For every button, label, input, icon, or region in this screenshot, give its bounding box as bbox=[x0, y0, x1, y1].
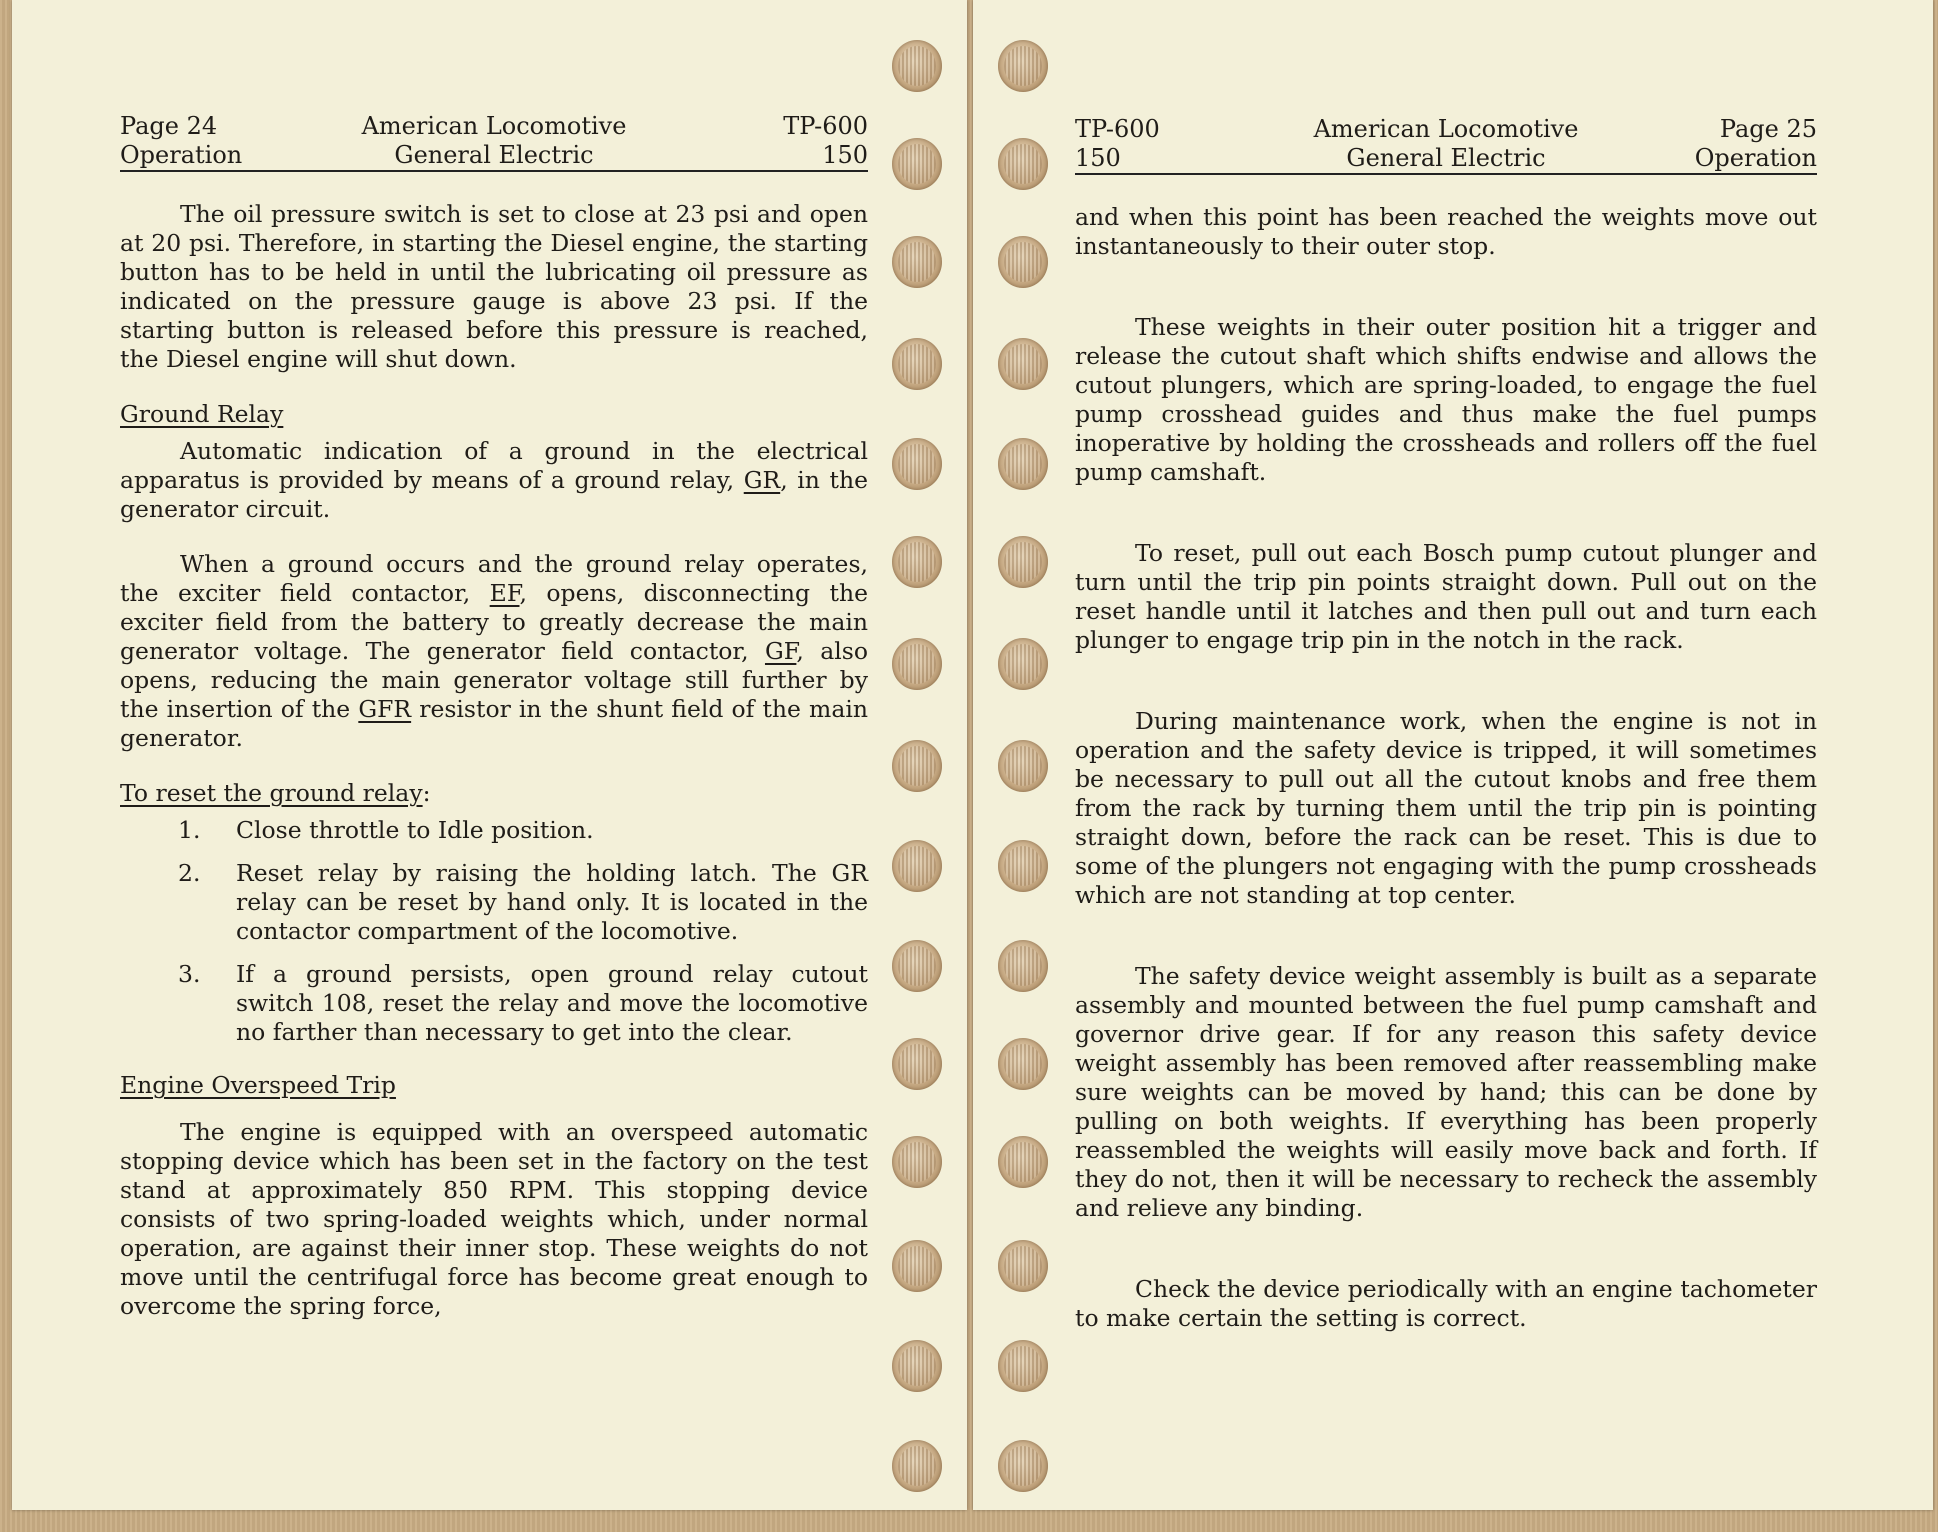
binding-hole bbox=[892, 338, 942, 390]
reset-steps-list bbox=[120, 816, 868, 1047]
company-line-2: General Electric bbox=[394, 141, 594, 169]
engine-overspeed-heading: Engine Overspeed Trip bbox=[120, 1071, 396, 1099]
ground-indication-paragraph: Automatic indication of a ground in the electrical apparatus is provided by means of a ground relay, GR, in the generator circuit. bbox=[120, 437, 868, 523]
reset-ground-relay-heading: To reset the ground relay: bbox=[120, 779, 431, 807]
assembly-paragraph: The safety device weight assembly is built as a separate assembly and mounted between the fuel pump camshaft and governor drive gear. If for any reason this safety device weight assembly has been removed after reassembling make sure weights can be moved by hand; this can be done by pulling on both weights. If everything has been properly reassembled the weights will easily move back and forth. If they do not, then it will be necessary to recheck the assembly and relieve any binding. bbox=[1075, 962, 1817, 1222]
reset-paragraph: To reset, pull out each Bosch pump cutout plunger and turn until the trip pin points straight down. Pull out on the reset handle until it latches and then pull out and turn each plunger to engage trip pin in the notch in the rack. bbox=[1075, 539, 1817, 654]
oil-pressure-paragraph: The oil pressure switch is set to close at 23 psi and open at 20 psi. Therefore, in starting the Diesel engine, the starting button has to be held in until the lubricating oil pressure as indicated on the pressure gauge is above 23 psi. If the starting button is released before this pressure is reached, the Diesel engine will shut down. bbox=[120, 200, 868, 373]
ef-reference: EF bbox=[489, 579, 520, 607]
overspeed-paragraph: The engine is equipped with an overspeed automatic stopping device which has been set in the factory on the test stand at approximately 850 RPM. This stopping device consists of two spring-loaded weights which, under normal operation, are against their inner stop. These weights do not move until the centrifugal force has become great enough to overcome the spring force, bbox=[120, 1118, 868, 1320]
document-code: TP-600 bbox=[783, 112, 868, 140]
page-number: Page 25 bbox=[1719, 115, 1817, 143]
binding-hole bbox=[998, 638, 1048, 690]
binding-hole bbox=[998, 740, 1048, 792]
binding-hole bbox=[998, 1038, 1048, 1090]
section-name: Operation bbox=[1694, 144, 1817, 172]
document-number: 150 bbox=[1075, 144, 1121, 172]
document-code: TP-600 bbox=[1075, 115, 1160, 143]
left-page bbox=[12, 0, 967, 1510]
binding-hole bbox=[998, 940, 1048, 992]
binding-hole bbox=[998, 536, 1048, 588]
left-page-header bbox=[120, 112, 868, 172]
ground-relay-heading: Ground Relay bbox=[120, 400, 284, 428]
ground-operation-paragraph: When a ground occurs and the ground relay operates, the exciter field contactor, EF, opens, disconnecting the exciter field from the battery to greatly decrease the main generator voltage. The generator field contactor, GF, also opens, reducing the main generator voltage still further by the insertion of the GFR resistor in the shunt field of the main generator. bbox=[120, 550, 868, 752]
gf-reference: GF bbox=[764, 637, 797, 665]
binding-hole bbox=[998, 1440, 1048, 1492]
list-item: 1. Close throttle to Idle position. bbox=[178, 816, 594, 844]
company-line-1: American Locomotive bbox=[361, 112, 627, 140]
trigger-paragraph: These weights in their outer position hit a trigger and release the cutout shaft which shifts endwise and allows the cutout plungers, which are spring-loaded, to engage the fuel pump crosshead guides and thus make the fuel pumps inoperative by holding the crossheads and rollers off the fuel pump camshaft. bbox=[1075, 313, 1817, 486]
gr-reference: GR bbox=[743, 466, 781, 494]
binding-hole bbox=[892, 1038, 942, 1090]
binding-hole bbox=[892, 840, 942, 892]
document-number: 150 bbox=[822, 141, 868, 169]
binding-hole bbox=[892, 940, 942, 992]
binding-hole bbox=[998, 338, 1048, 390]
gfr-reference: GFR bbox=[358, 695, 412, 723]
binding-hole bbox=[892, 1340, 942, 1392]
list-item: 2. Reset relay by raising the holding latch. The GR relay can be reset by hand only. It is located in the contactor compartment of the locomotive. bbox=[178, 859, 868, 945]
list-item: 3. If a ground persists, open ground relay cutout switch 108, reset the relay and move the locomotive no farther than necessary to get into the clear. bbox=[178, 960, 868, 1046]
binding-hole bbox=[892, 40, 942, 92]
binding-hole bbox=[892, 536, 942, 588]
binding-hole bbox=[998, 40, 1048, 92]
company-line-2: General Electric bbox=[1346, 144, 1546, 172]
binding-hole bbox=[998, 236, 1048, 288]
binding-hole bbox=[892, 638, 942, 690]
right-page bbox=[973, 0, 1933, 1510]
check-paragraph: Check the device periodically with an engine tachometer to make certain the setting is correct. bbox=[1075, 1275, 1817, 1332]
binding-hole bbox=[998, 138, 1048, 190]
binding-hole bbox=[998, 438, 1048, 490]
continuation-paragraph: and when this point has been reached the weights move out instantaneously to their outer stop. bbox=[1075, 203, 1817, 260]
binding-hole bbox=[892, 438, 942, 490]
binding-hole bbox=[892, 1240, 942, 1292]
section-name: Operation bbox=[120, 141, 243, 169]
binding-hole bbox=[892, 236, 942, 288]
company-line-1: American Locomotive bbox=[1313, 115, 1579, 143]
binding-hole bbox=[998, 1240, 1048, 1292]
binding-hole bbox=[892, 138, 942, 190]
maintenance-paragraph: During maintenance work, when the engine is not in operation and the safety device is tripped, it will sometimes be necessary to pull out all the cutout knobs and free them from the rack by turning them until the trip pin is pointing straight down, before the rack can be reset. This is due to some of the plungers not engaging with the pump crossheads which are not standing at top center. bbox=[1075, 707, 1817, 909]
left-page-content bbox=[120, 112, 868, 1347]
binding-hole bbox=[998, 1136, 1048, 1188]
binding-hole bbox=[892, 1136, 942, 1188]
binding-hole bbox=[998, 1340, 1048, 1392]
right-page-content bbox=[1075, 115, 1817, 1359]
binding-hole bbox=[892, 740, 942, 792]
page-number: Page 24 bbox=[120, 112, 218, 140]
binding-holes bbox=[880, 0, 1060, 1532]
binding-hole bbox=[998, 840, 1048, 892]
binding-hole bbox=[892, 1440, 942, 1492]
right-page-header bbox=[1075, 115, 1817, 175]
